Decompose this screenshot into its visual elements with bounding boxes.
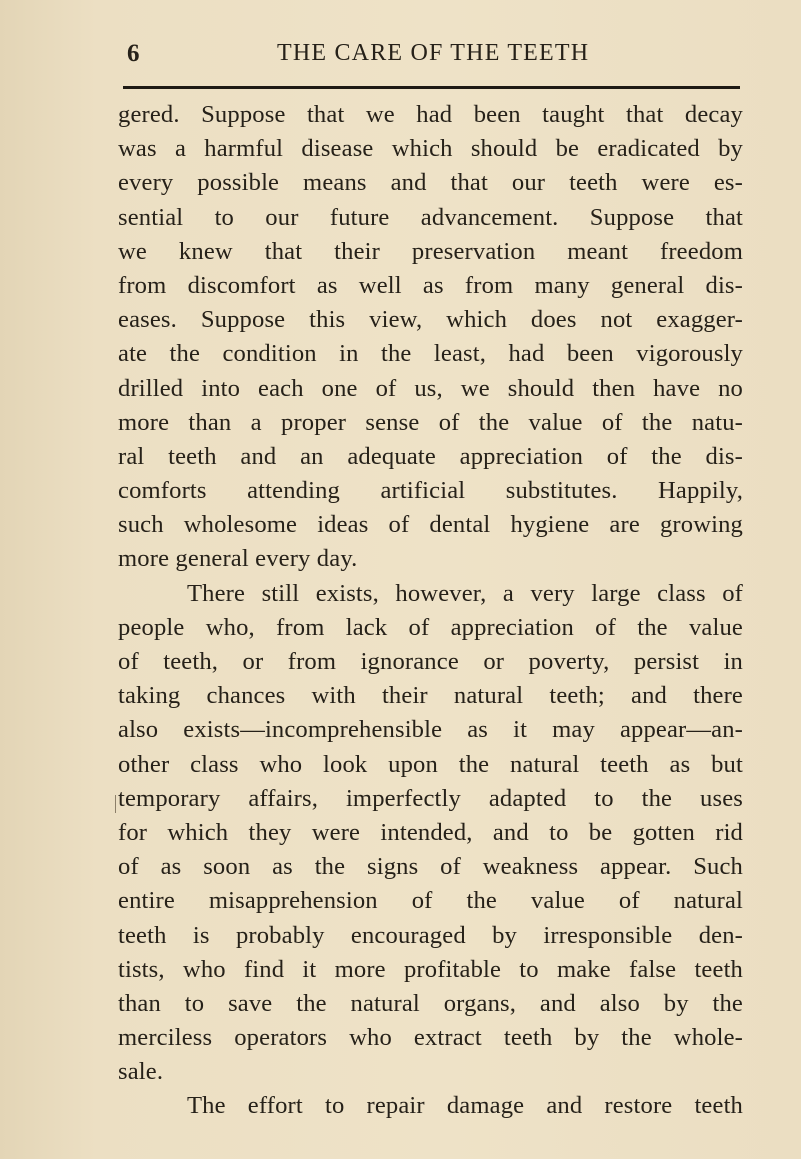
text-line: more than a proper sense of the value of the natu- [118, 408, 743, 436]
running-title: THE CARE OF THE TEETH [277, 40, 590, 66]
text-line: of as soon as the signs of weakness appear. Such [118, 853, 743, 881]
text-line: from discomfort as well as from many general dis- [118, 271, 743, 299]
text-line: was a harmful disease which should be eradicated by [118, 135, 743, 163]
text-line: gered. Suppose that we had been taught that decay [118, 101, 743, 128]
paragraph-start-line: There still exists, however, a very large class of [187, 579, 743, 607]
text-line: ral teeth and an adequate appreciation of the dis- [118, 442, 743, 470]
paragraph-start-line: The effort to repair damage and restore teeth [187, 1092, 743, 1120]
header-rule [123, 86, 740, 89]
text-line: taking chances with their natural teeth; and there [118, 682, 743, 710]
text-line: drilled into each one of us, we should then have no [118, 374, 743, 402]
text-line: ate the condition in the least, had been vigorously [118, 340, 743, 368]
text-line: also exists—incomprehensible as it may appear—an- [118, 716, 743, 744]
page-number: 6 [127, 40, 140, 67]
text-line: eases. Suppose this view, which does not exagger- [118, 306, 743, 334]
page-blemish [115, 795, 116, 813]
text-line: comforts attending artificial substitutes. Happily, [118, 477, 743, 505]
text-line: merciless operators who extract teeth by the whole- [118, 1024, 743, 1052]
text-line: tists, who find it more profitable to make false teeth [118, 955, 743, 983]
page-header [127, 40, 739, 74]
text-line: other class who look upon the natural teeth as but [118, 750, 743, 778]
text-line: teeth is probably encouraged by irresponsible den- [118, 921, 743, 949]
text-line: people who, from lack of appreciation of the value [118, 613, 743, 641]
text-line: temporary affairs, imperfectly adapted to the uses [118, 784, 743, 812]
text-line: entire misapprehension of the value of natural [118, 887, 743, 915]
text-line: sential to our future advancement. Suppose that [118, 203, 743, 231]
text-line: more general every day. [118, 545, 358, 573]
text-line: sale. [118, 1058, 164, 1086]
text-line: than to save the natural organs, and also by the [118, 989, 743, 1017]
text-line: of teeth, or from ignorance or poverty, persist in [118, 648, 743, 675]
text-line: every possible means and that our teeth were es- [118, 169, 743, 197]
text-line: such wholesome ideas of dental hygiene are growing [118, 511, 743, 539]
text-line: we knew that their preservation meant freedom [118, 237, 743, 265]
body-text [118, 98, 743, 1124]
text-line: for which they were intended, and to be gotten rid [118, 818, 743, 846]
